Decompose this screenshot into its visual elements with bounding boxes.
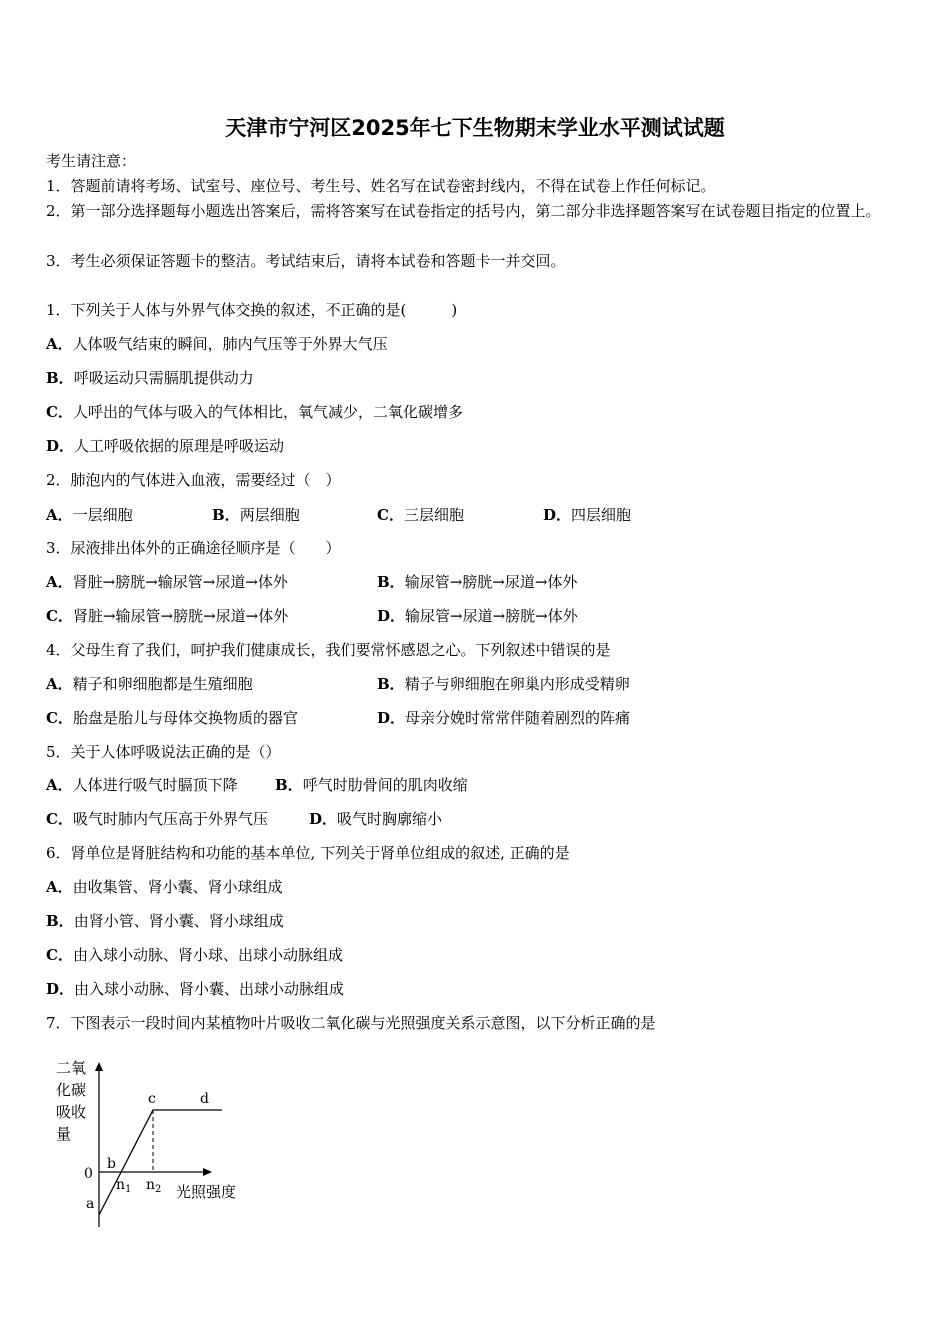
- question-stem: 3．尿液排出体外的正确途径顺序是（ ）: [46, 539, 341, 557]
- option-c[interactable]: C．吸气时肺内气压高于外界气压: [46, 810, 268, 828]
- x-axis-label: 光照强度: [176, 1183, 237, 1201]
- option-d[interactable]: D．母亲分娩时常常伴随着剧烈的阵痛: [377, 709, 631, 727]
- notice-heading: 考生请注意：: [46, 152, 137, 170]
- question-stem: 1．下列关于人体与外界气体交换的叙述，不正确的是( ): [46, 301, 458, 319]
- option-c[interactable]: C．由入球小动脉、肾小球、出球小动脉组成: [46, 946, 343, 964]
- question-stem: 5．关于人体呼吸说法正确的是（）: [46, 743, 281, 761]
- page-title: 天津市宁河区2025年七下生物期末学业水平测试试题: [225, 116, 725, 140]
- option-c[interactable]: C．胎盘是胎儿与母体交换物质的器官: [46, 709, 298, 727]
- option-a[interactable]: A．由收集管、肾小囊、肾小球组成: [46, 878, 283, 896]
- tick-label-n1: $n_1$: [116, 1177, 132, 1195]
- option-d[interactable]: D．由入球小动脉、肾小囊、出球小动脉组成: [46, 980, 345, 998]
- option-b[interactable]: B．由肾小管、肾小囊、肾小球组成: [46, 912, 284, 930]
- option-b[interactable]: B．呼气时肋骨间的肌肉收缩: [275, 776, 468, 794]
- y-axis-label: 化碳: [56, 1081, 87, 1099]
- option-b[interactable]: B．精子与卵细胞在卵巢内形成受精卵: [377, 675, 630, 693]
- point-label-b: b: [107, 1156, 116, 1172]
- point-label-c: c: [148, 1091, 156, 1107]
- option-a[interactable]: A．肾脏→膀胱→输尿管→尿道→体外: [46, 573, 288, 591]
- y-axis-label: 量: [56, 1125, 72, 1143]
- option-a[interactable]: A．一层细胞: [46, 506, 133, 524]
- option-d[interactable]: D．四层细胞: [543, 506, 632, 524]
- option-b[interactable]: B．两层细胞: [212, 506, 300, 524]
- notice-item: 3．考生必须保证答题卡的整洁。考试结束后，请将本试卷和答题卡一并交回。: [46, 252, 566, 270]
- point-label-a: a: [86, 1196, 95, 1212]
- question-stem: 7．下图表示一段时间内某植物叶片吸收二氧化碳与光照强度关系示意图，以下分析正确的是: [46, 1014, 656, 1032]
- option-a[interactable]: A．人体吸气结束的瞬间，肺内气压等于外界大气压: [46, 335, 388, 353]
- option-b[interactable]: B．呼吸运动只需膈肌提供动力: [46, 369, 254, 387]
- option-c[interactable]: C．人呼出的气体与吸入的气体相比，氧气减少，二氧化碳增多: [46, 403, 463, 421]
- option-c[interactable]: C．肾脏→输尿管→膀胱→尿道→体外: [46, 607, 289, 625]
- option-b[interactable]: B．输尿管→膀胱→尿道→体外: [377, 573, 578, 591]
- x-axis-arrow: [203, 1168, 212, 1176]
- y-axis-arrow: [95, 1062, 103, 1071]
- question-stem: 2．肺泡内的气体进入血液，需要经过（ ）: [46, 471, 341, 489]
- option-c[interactable]: C．三层细胞: [377, 506, 464, 524]
- option-a[interactable]: A．人体进行吸气时膈顶下降: [46, 776, 238, 794]
- point-label-d: d: [200, 1091, 209, 1107]
- notice-item: 1．答题前请将考场、试室号、座位号、考生号、姓名写在试卷密封线内，不得在试卷上作任何标记。: [46, 177, 716, 195]
- y-axis-label: 吸收: [56, 1103, 87, 1121]
- notice-item: 2．第一部分选择题每小题选出答案后，需将答案写在试卷指定的括号内，第二部分非选择题答案写在试卷题目指定的位置上。: [46, 202, 881, 220]
- question-stem: 4．父母生育了我们，呵护我们健康成长，我们要常怀感恩之心。下列叙述中错误的是: [46, 641, 611, 659]
- option-d[interactable]: D．吸气时胸廓缩小: [309, 810, 443, 828]
- question-stem: 6．肾单位是肾脏结构和功能的基本单位, 下列关于肾单位组成的叙述, 正确的是: [46, 844, 570, 862]
- option-a[interactable]: A．精子和卵细胞都是生殖细胞: [46, 675, 253, 693]
- tick-label-n2: $n_2$: [146, 1177, 162, 1195]
- y-axis-label: 二氧: [56, 1059, 87, 1077]
- option-d[interactable]: D．输尿管→尿道→膀胱→体外: [377, 607, 578, 625]
- origin-label: 0: [84, 1166, 93, 1182]
- option-d[interactable]: D．人工呼吸依据的原理是呼吸运动: [46, 437, 285, 455]
